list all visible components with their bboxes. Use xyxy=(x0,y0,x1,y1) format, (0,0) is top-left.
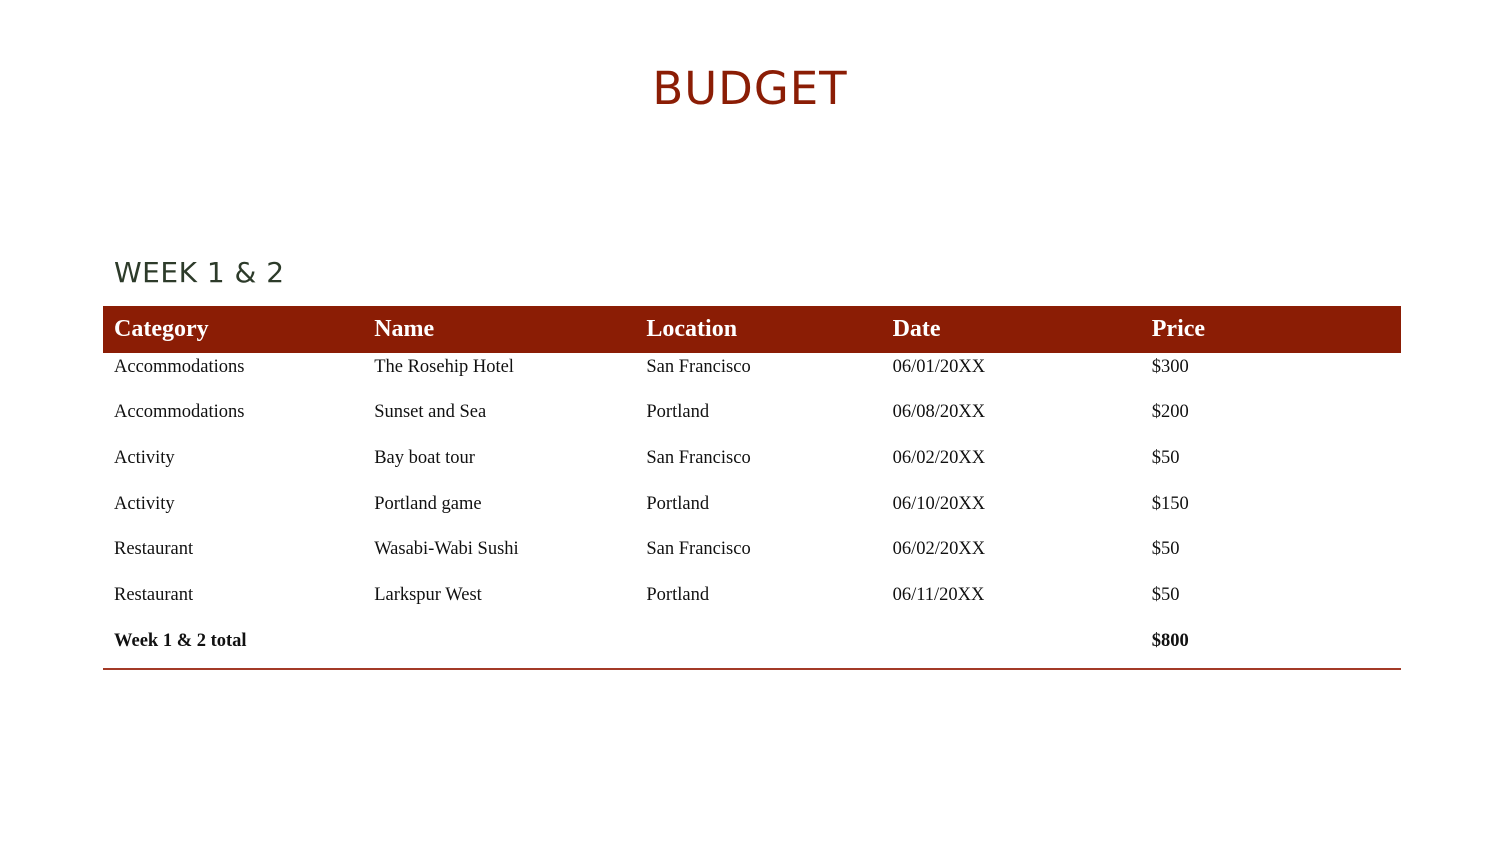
cell-price: $200 xyxy=(1151,402,1189,422)
section-heading: WEEK 1 & 2 xyxy=(114,256,285,289)
total-label: Week 1 & 2 total xyxy=(103,624,363,669)
cell-date: 06/01/20XX xyxy=(892,357,986,377)
cell-date: 06/02/20XX xyxy=(892,539,986,560)
cell-date: 06/11/20XX xyxy=(892,585,985,606)
header-category: Category xyxy=(103,306,363,353)
table-row xyxy=(103,395,1401,441)
empty-cell xyxy=(635,624,881,669)
cell-date: 06/08/20XX xyxy=(892,402,986,422)
cell-name: Larkspur West xyxy=(374,585,482,606)
cell-category: Accommodations xyxy=(114,357,245,377)
budget-table xyxy=(103,306,1401,670)
cell-price: $150 xyxy=(1151,493,1189,514)
cell-price: $50 xyxy=(1151,585,1180,606)
table-row xyxy=(103,441,1401,487)
cell-name: The Rosehip Hotel xyxy=(374,357,514,377)
cell-location: San Francisco xyxy=(646,539,751,560)
header-date: Date xyxy=(882,306,1141,353)
cell-name: Portland game xyxy=(374,493,482,514)
cell-location: San Francisco xyxy=(646,447,751,468)
cell-name: Bay boat tour xyxy=(374,447,475,468)
cell-category: Activity xyxy=(114,447,175,468)
total-value: $800 xyxy=(1141,624,1401,669)
cell-name: Wasabi-Wabi Sushi xyxy=(374,539,519,560)
cell-category: Restaurant xyxy=(114,585,194,606)
header-location: Location xyxy=(635,306,881,353)
header-name: Name xyxy=(363,306,635,353)
cell-location: Portland xyxy=(646,402,710,422)
cell-price: $50 xyxy=(1151,539,1180,560)
empty-cell xyxy=(363,624,635,669)
cell-price: $300 xyxy=(1151,357,1189,377)
cell-date: 06/10/20XX xyxy=(892,493,986,514)
table-row xyxy=(103,578,1401,624)
cell-location: Portland xyxy=(646,493,710,514)
cell-date: 06/02/20XX xyxy=(892,447,986,468)
cell-name: Sunset and Sea xyxy=(374,402,487,422)
cell-category: Accommodations xyxy=(114,402,245,422)
page-title: BUDGET xyxy=(652,62,848,115)
header-price: Price xyxy=(1141,306,1401,353)
cell-category: Restaurant xyxy=(114,539,194,560)
cell-location: San Francisco xyxy=(646,357,751,377)
total-row xyxy=(103,624,1401,669)
table-row xyxy=(103,353,1401,395)
cell-price: $50 xyxy=(1151,447,1180,468)
cell-category: Activity xyxy=(114,493,175,514)
table-row xyxy=(103,487,1401,533)
empty-cell xyxy=(882,624,1141,669)
table-header-row xyxy=(103,306,1401,353)
table-row xyxy=(103,532,1401,578)
cell-location: Portland xyxy=(646,585,710,606)
